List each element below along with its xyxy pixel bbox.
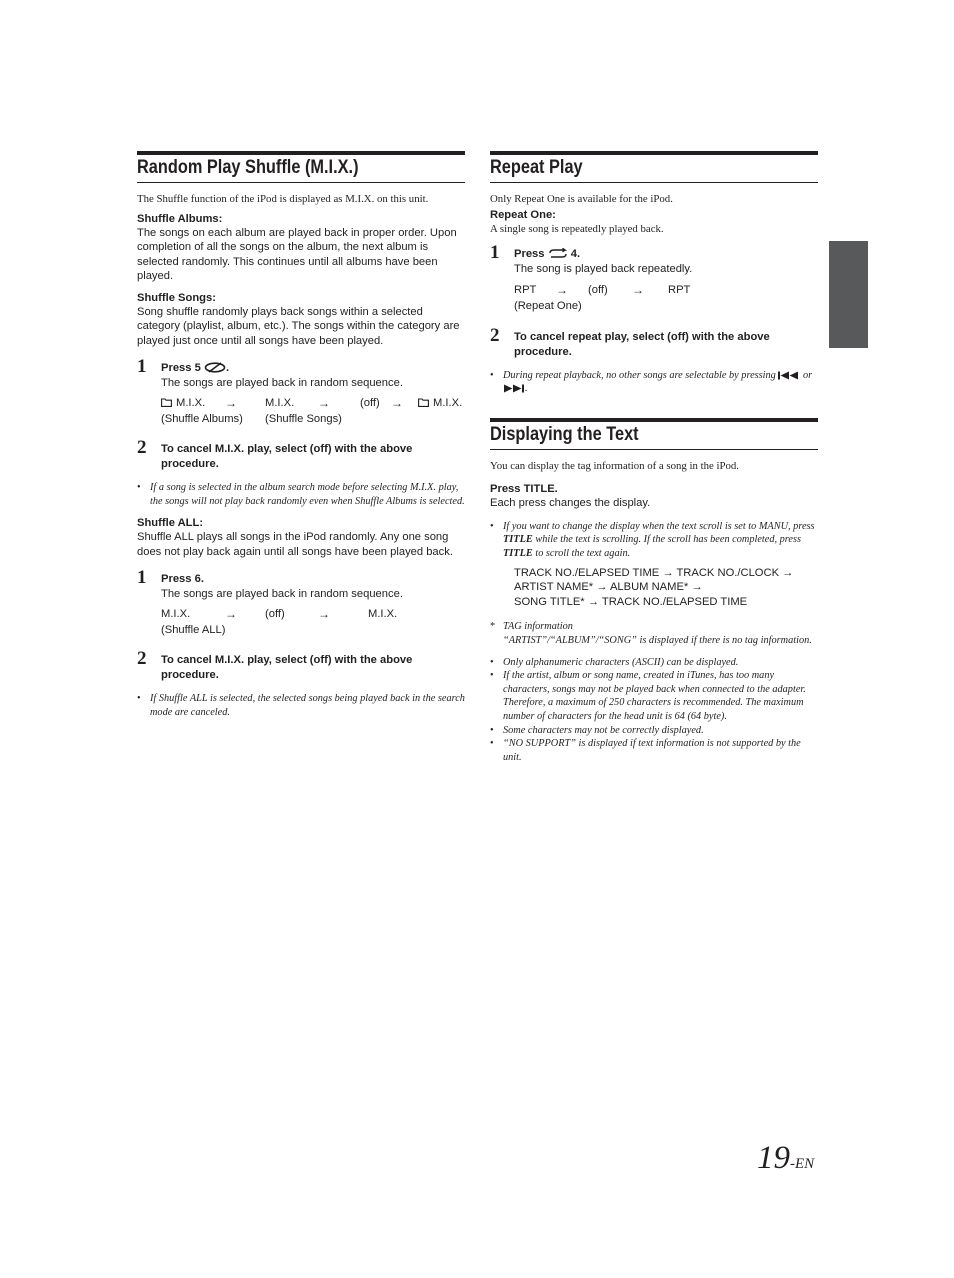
mix-all-sequence <box>161 607 465 622</box>
display-cycle-line: TRACK NO./ELAPSED TIME → TRACK NO./CLOCK → <box>514 566 794 579</box>
section-header-repeat-play <box>490 151 818 183</box>
seq-sub-label: (Shuffle Songs) <box>265 413 342 426</box>
step-number: 1 <box>137 566 147 588</box>
step-description: The songs are played back in random sequence. <box>161 587 403 600</box>
display-cycle <box>490 566 818 610</box>
repeat-intro: Only Repeat One is available for the iPod. <box>490 193 673 205</box>
mix-sequence-sub <box>161 412 465 427</box>
page-number <box>757 1140 814 1177</box>
seq-item: M.I.X. <box>161 396 205 411</box>
bullet: • <box>137 482 141 494</box>
seq-arrow: → <box>225 607 237 622</box>
press-label: Press <box>490 483 521 496</box>
press-label: Press <box>161 361 192 374</box>
seq-item: (off) <box>360 397 380 410</box>
footnote-text: “ARTIST”/“ALBUM”/“SONG” is displayed if there is no tag information. <box>503 635 812 647</box>
step-number: 2 <box>137 648 147 670</box>
section-title-displaying-text: Displaying the Text <box>490 423 639 445</box>
seq-item: (off) <box>265 608 285 621</box>
note-repeat-playback: • During repeat playback, no other songs are selectable by pressing or . <box>490 369 813 395</box>
repeat-sequence <box>514 283 814 298</box>
step-number: 2 <box>490 324 500 346</box>
seq-arrow: → <box>318 607 330 622</box>
left-column <box>137 151 465 719</box>
step-number: 2 <box>137 437 147 459</box>
bullet: • <box>137 693 141 705</box>
page-number-suffix: -EN <box>790 1156 815 1172</box>
seq-sub-label: (Repeat One) <box>514 299 582 312</box>
seq-arrow: → <box>391 396 403 411</box>
step-number: 1 <box>137 355 147 377</box>
seq-item: M.I.X. <box>265 397 295 410</box>
shuffle-icon <box>204 362 226 373</box>
note-album-search: • If a song is selected in the album search mode before selecting M.I.X. play, the songs will not play back randomly even when Shuffle Albums is selected. <box>137 482 465 507</box>
shuffle-albums-label: Shuffle Albums: <box>137 212 223 225</box>
step-description: The songs are played back in random sequence. <box>161 376 403 389</box>
repeat-icon <box>548 248 568 259</box>
step-instruction: To cancel repeat play, select (off) with the above procedure. <box>514 330 770 358</box>
folder-icon <box>418 398 429 407</box>
title-key-label: TITLE <box>523 483 555 496</box>
display-cycle-line: SONG TITLE* → TRACK NO./ELAPSED TIME <box>514 595 748 608</box>
seq-arrow: → <box>556 282 568 297</box>
list-item: • If the artist, album or song name, created in iTunes, has too many characters, songs may not be played back when connected to the adapter. Therefore, a maximum of 250 characters is recommended. The maximum number of characters for the head unit is 64 (64 byte). <box>490 670 806 722</box>
step-press-4 <box>490 242 818 314</box>
display-notes-list <box>490 656 818 765</box>
list-item: • Only alphanumeric characters (ASCII) can be displayed. <box>490 656 739 668</box>
seq-item: M.I.X. <box>418 396 462 411</box>
seq-item: M.I.X. <box>368 608 398 621</box>
key-label: 5 <box>194 361 201 374</box>
seq-arrow: → <box>318 396 330 411</box>
press-label: Press <box>514 248 545 260</box>
next-track-icon <box>503 384 525 393</box>
step-instruction: Press 5 . <box>161 361 230 374</box>
step-description: The song is played back repeatedly. <box>514 263 693 275</box>
note-shuffle-all: • If Shuffle ALL is selected, the selected songs being played back in the search mode are canceled. <box>137 693 465 718</box>
mix-sequence <box>161 396 465 411</box>
section-header-random-play <box>137 151 465 183</box>
shuffle-all-label: Shuffle ALL: <box>137 517 204 530</box>
bullet: • <box>490 369 494 381</box>
folder-icon <box>161 398 172 407</box>
step-press-6 <box>137 566 465 639</box>
display-text-intro: You can display the tag information of a song in the iPod. <box>490 459 740 472</box>
key-label: 4 <box>570 248 577 260</box>
section-title-random-play: Random Play Shuffle (M.I.X.) <box>137 157 359 178</box>
shuffle-albums-text: The songs on each album are played back in proper order. Upon completion of all the songs on the album, the next album is selected randomly. This continues until all albums have been played. <box>137 226 457 283</box>
step-instruction: To cancel M.I.X. play, select (off) with the above procedure. <box>161 443 413 471</box>
tag-information-footnote <box>490 620 818 647</box>
asterisk: * <box>490 621 496 633</box>
mix-all-sequence-sub <box>161 623 465 638</box>
footnote-title: TAG information <box>503 621 573 633</box>
step-instruction: Press 6. <box>161 572 204 585</box>
seq-sub-label: (Shuffle ALL) <box>161 624 226 637</box>
seq-item: RPT <box>668 283 691 296</box>
seq-item: RPT <box>514 283 537 296</box>
key-label: 6 <box>194 572 201 585</box>
step-cancel-repeat <box>490 324 818 360</box>
repeat-sequence-sub <box>514 299 818 314</box>
note-text-scroll: • If you want to change the display when the text scroll is set to MANU, press TITLE while the text is scrolling. If the scroll has been completed, press TITLE to scroll the text again. <box>490 520 815 560</box>
step-press-5 <box>137 355 465 428</box>
page-number-value: 19 <box>757 1140 790 1176</box>
press-title-description: Each press changes the display. <box>490 497 651 510</box>
seq-item: (off) <box>588 283 608 296</box>
step-cancel-mix <box>137 437 465 472</box>
display-cycle-line: ARTIST NAME* → ALBUM NAME* → <box>514 581 703 594</box>
press-title-instruction: Press TITLE. <box>490 483 558 496</box>
right-column <box>490 151 818 764</box>
step-instruction: To cancel M.I.X. play, select (off) with the above procedure. <box>161 654 413 682</box>
or-text: or <box>802 369 813 381</box>
step-number: 1 <box>490 242 500 263</box>
previous-track-icon <box>778 371 800 380</box>
shuffle-songs-label: Shuffle Songs: <box>137 291 216 304</box>
seq-item: M.I.X. <box>161 608 191 621</box>
seq-arrow: → <box>225 396 237 411</box>
press-label: Press <box>161 572 192 585</box>
random-play-intro: The Shuffle function of the iPod is displayed as M.I.X. on this unit. <box>137 193 429 205</box>
repeat-one-label: Repeat One: <box>490 208 556 221</box>
side-tab-marker <box>829 241 868 348</box>
step-instruction: Press 4. <box>514 248 581 260</box>
bullet: • <box>490 520 494 532</box>
shuffle-all-text: Shuffle ALL plays all songs in the iPod randomly. Any one song does not play back again until all songs have been played back. <box>137 531 453 559</box>
list-item: • Some characters may not be correctly displayed. <box>490 724 704 736</box>
seq-sub-label: (Shuffle Albums) <box>161 413 243 426</box>
section-header-displaying-text <box>490 418 818 450</box>
list-item: • “NO SUPPORT” is displayed if text information is not supported by the unit. <box>490 738 801 763</box>
repeat-one-text: A single song is repeatedly played back. <box>490 222 664 235</box>
shuffle-songs-text: Song shuffle randomly plays back songs within a selected category (playlist, album, etc.). The songs within the category are played just once until all songs have been played. <box>137 305 460 348</box>
section-title-repeat-play: Repeat Play <box>490 157 583 178</box>
step-cancel-mix-all <box>137 648 465 683</box>
seq-arrow: → <box>632 282 644 297</box>
